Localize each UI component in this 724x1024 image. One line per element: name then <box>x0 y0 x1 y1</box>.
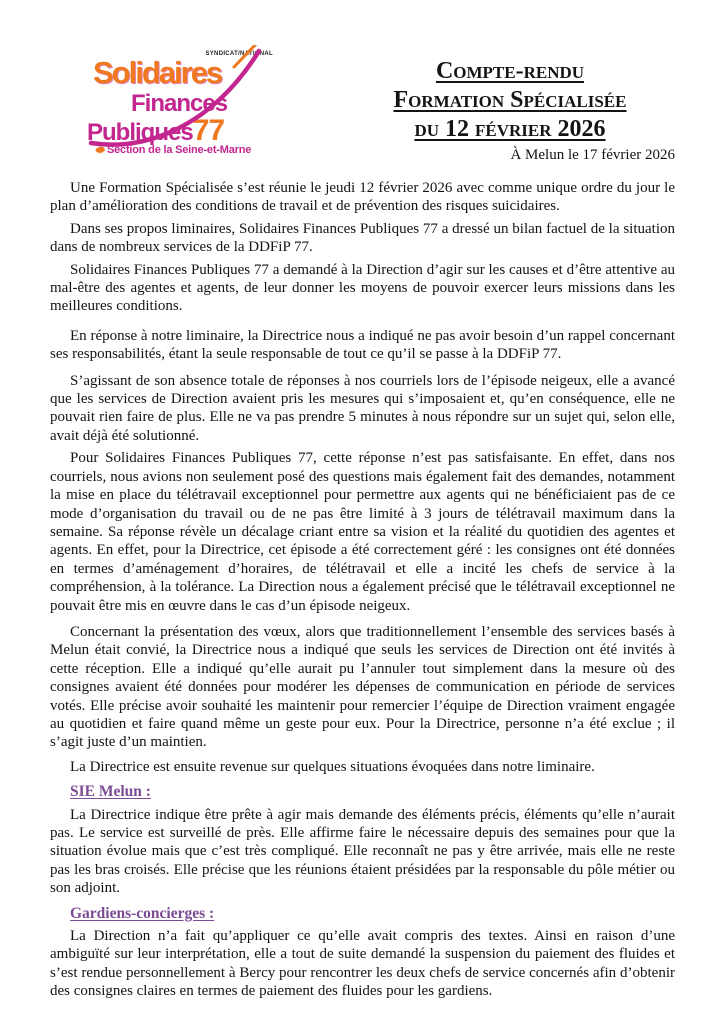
document-header <box>50 45 675 173</box>
logo-section-row <box>95 144 251 156</box>
logo-department-number: 77 <box>192 114 225 147</box>
logo-section-label: Section de la Seine-et-Marne <box>107 144 252 156</box>
paragraph-sie-melun: La Directrice indique être prête à agir mais demande des éléments précis, éléments qu’elle n’aurait pas. Le service est surveillé de près. Elle affirme faire le nécessaire depuis des semaines pour que la situation évolue mais que c’est très compliqué. Elle reconnaît ne pas y être arrivée, mais elle ne reste pas les bras croisés. Elle précise que les réunions étaient présidées par la responsable du pôle métier ou son adjoint. <box>50 806 675 897</box>
document-title <box>345 57 675 164</box>
logo-syndicat-national-label: SYNDICAT/NATIONAL <box>205 51 273 57</box>
swirl-icon <box>94 145 106 155</box>
paragraph-liminaires: Dans ses propos liminaires, Solidaires Finances Publiques 77 a dressé un bilan factuel de la situation dans de nombreux services de la DDFiP 77. <box>50 220 675 256</box>
paragraph-voeux: Concernant la présentation des vœux, alors que traditionnellement l’ensemble des services basés à Melun était convié, la Directrice nous a indiqué que seuls les services de Direction ont été invités à cette réception. Elle a indiqué qu’elle aurait pu l’annuler tout simplement dans la mesure où des consignes avaient été données pour modérer les dépenses de communication en période de services votés. Elle précise avoir souhaité les maintenir pour remercier l’équipe de Direction vraiment engagée au quotidien et faire quand même un geste pour eux. Pour la Directrice, personne n’a été exclue ; il s’agit juste d’un maintien. <box>50 623 675 751</box>
logo-solidaires-wordmark: Solidaires <box>93 55 222 90</box>
section-heading-gardiens: Gardiens-concierges : <box>70 904 215 922</box>
paragraph-episode-neigeux: S’agissant de son absence totale de réponses à nos courriels lors de l’épisode neigeux, elle a avancé que les services de Direction avaient pris les mesures qui s’imposaient et, qu’en conséquence, elle ne pouvait rien faire de plus. Elle ne va pas prendre 5 minutes à nous répondre sur un sujet qui, selon elle, avait déjà été solutionné. <box>50 372 675 444</box>
document-title-line-1: Compte-rendu <box>435 58 585 84</box>
logo-publiques-wordmark <box>87 114 224 148</box>
paragraph-reponse-directrice: En réponse à notre liminaire, la Directrice nous a indiqué ne pas avoir besoin d’un rappel concernant ses responsabilités, étant la seule responsable de tout ce qu’il se passe à la DDFiP 77. <box>50 327 675 363</box>
paragraph-teletravail: Pour Solidaires Finances Publiques 77, cette réponse n’est pas satisfaisante. En effet, dans nos courriels, nous avions non seulement posé des questions mais également fait des demandes, notamment la mise en place du télétravail exceptionnel pour permettre aux agents qui ne bénéficiaient pas de ce mode d’organisation du travail ou de ne pas être limité à 3 jours de télétravail maximum dans la semaine. Sa réponse révèle un décalage criant entre sa vision et la réalité du quotidien des agentes et agents. En effet, pour la Directrice, cet épisode a été correctement géré : les consignes ont été données en termes d’aménagement d’horaires, de télétravail et elle a incité les chefs de service à la compréhension, à la tolérance. La Direction nous a également précisé que le télétravail exceptionnel ne pouvait être mis en œuvre dans le cas d’un épisode neigeux. <box>50 450 675 614</box>
document-title-line-2: Formation Spécialisée <box>393 87 627 113</box>
document-body <box>50 179 675 1001</box>
section-heading-sie-melun: SIE Melun : <box>70 783 151 801</box>
paragraph-intro: Une Formation Spécialisée s’est réunie le jeudi 12 février 2026 avec comme unique ordre du jour le plan d’amélioration des conditions de travail et de prévention des risques suicidaires. <box>50 180 675 215</box>
paragraph-demande-direction: Solidaires Finances Publiques 77 a demandé à la Direction d’agir sur les causes et d’être attentive au mal-être des agentes et agents, de leur donner les moyens de pouvoir exercer leurs missions dans les meilleures conditions. <box>50 261 675 315</box>
paragraph-gardiens: La Direction n’a fait qu’appliquer ce qu’elle avait compris des textes. Ainsi en raison d’une ambiguïté sur leur interprétation, elle a tout de suite demandé la suspension du paiement des fluides et s’est rendue personnellement à Bercy pour rencontrer les deux chefs de service concernés afin d’obtenir des consignes claires en termes de paiement des fluides pour les gardiens. <box>50 928 675 1000</box>
document-title-line-3: du 12 février 2026 <box>414 116 606 142</box>
org-logo <box>85 45 275 159</box>
logo-publiques-text: Publiques <box>87 119 193 146</box>
logo-finances-wordmark: Finances <box>131 90 228 117</box>
document-dateline: À Melun le 17 février 2026 <box>510 147 675 163</box>
paragraph-transition: La Directrice est ensuite revenue sur quelques situations évoquées dans notre liminaire. <box>70 758 595 775</box>
